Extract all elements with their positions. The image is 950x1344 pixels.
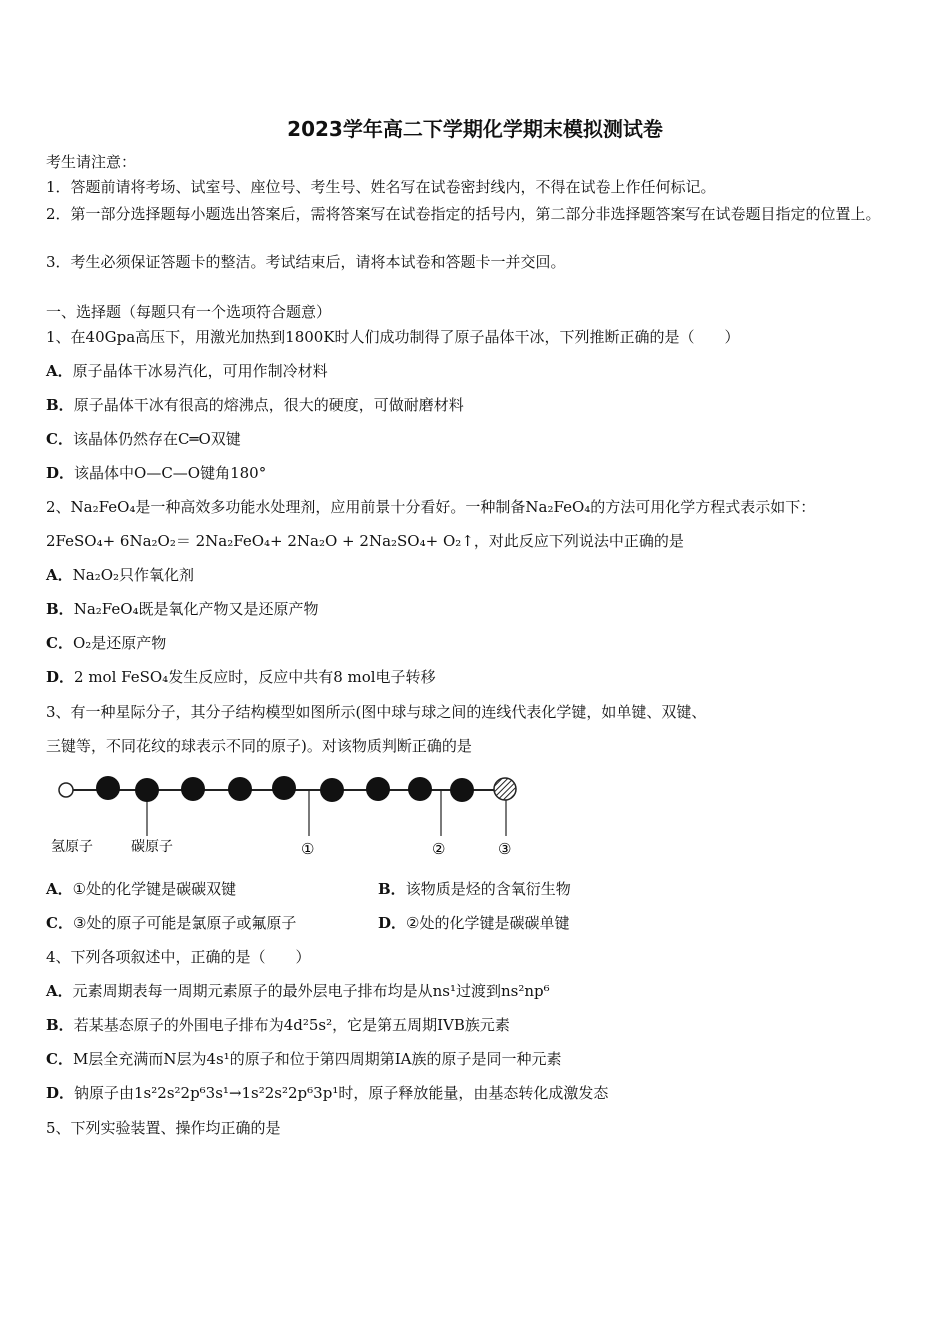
q5-stem: 5、下列实验装置、操作均正确的是 xyxy=(46,1119,281,1137)
notice-item-1: 1．答题前请将考场、试室号、座位号、考生号、姓名写在试卷密封线内，不得在试卷上作任何标记。 xyxy=(46,178,716,196)
option-text: 2 mol FeSO₄发生反应时，反应中共有8 mol电子转移 xyxy=(74,668,436,686)
q2-option-c xyxy=(46,633,166,653)
option-text: 钠原子由1s²2s²2p⁶3s¹→1s²2s²2p⁶3p¹时，原子释放能量，由基态转化成激发态 xyxy=(74,1084,609,1102)
q4-option-c xyxy=(46,1049,561,1069)
q4-option-d xyxy=(46,1083,608,1103)
exam-title: 2023学年高二下学期化学期末模拟测试卷 xyxy=(287,117,663,141)
carbon-atom xyxy=(181,777,205,801)
marker-2: ② xyxy=(432,840,446,858)
option-label: C． xyxy=(46,634,73,652)
carbon-label: 碳原子 xyxy=(131,839,173,855)
notice-item-3: 3．考生必须保证答题卡的整洁。考试结束后，请将本试卷和答题卡一并交回。 xyxy=(46,253,566,271)
option-label: D． xyxy=(46,668,75,686)
carbon-atom xyxy=(366,777,390,801)
option-text: Na₂O₂只作氧化剂 xyxy=(72,566,195,584)
option-text: ①处的化学键是碳碳双键 xyxy=(72,880,237,898)
hydrogen-label: 氢原子 xyxy=(51,839,93,855)
q3-option-a xyxy=(46,879,236,899)
notice-item-2: 2．第一部分选择题每小题选出答案后，需将答案写在试卷指定的括号内，第二部分非选择题答案写在试卷题目指定的位置上。 xyxy=(46,205,881,223)
q2-option-d xyxy=(46,667,436,687)
q3-option-c xyxy=(46,913,296,933)
option-label: C． xyxy=(46,430,73,448)
q4-stem: 4、下列各项叙述中，正确的是（ ） xyxy=(46,948,311,966)
option-text: 原子晶体干冰易汽化，可用作制冷材料 xyxy=(72,362,328,380)
option-label: D． xyxy=(378,914,407,932)
q1-stem: 1、在40Gpa高压下，用激光加热到1800K时人们成功制得了原子晶体干冰，下列推断正确的是（ ） xyxy=(46,328,740,346)
option-label: A． xyxy=(46,362,73,380)
carbon-atom xyxy=(135,778,159,802)
carbon-atom xyxy=(320,778,344,802)
q3-stem-line-1: 3、有一种星际分子，其分子结构模型如图所示(图中球与球之间的连线代表化学键，如单键、双键、 xyxy=(46,703,707,721)
option-label: B． xyxy=(46,1016,74,1034)
q2-option-b xyxy=(46,599,319,619)
q1-option-c xyxy=(46,429,241,449)
notice-heading: 考生请注意： xyxy=(46,153,137,171)
option-label: A． xyxy=(46,982,73,1000)
q2-stem: 2、Na₂FeO₄是一种高效多功能水处理剂，应用前景十分看好。一种制备Na₂FeO₄的方法可用化学方程式表示如下： xyxy=(46,498,816,516)
option-text: 该晶体仍然存在C═O双键 xyxy=(72,430,241,448)
q4-option-a xyxy=(46,981,550,1001)
section-heading: 一、选择题（每题只有一个选项符合题意） xyxy=(46,303,332,321)
q1-option-d xyxy=(46,463,266,483)
option-text: 原子晶体干冰有很高的熔沸点，很大的硬度，可做耐磨材料 xyxy=(73,396,464,414)
option-label: B． xyxy=(378,880,406,898)
option-label: A． xyxy=(46,566,73,584)
molecule-figure xyxy=(46,770,526,862)
option-label: A． xyxy=(46,880,73,898)
option-label: B． xyxy=(46,600,74,618)
q1-option-a xyxy=(46,361,328,381)
option-label: D． xyxy=(46,464,75,482)
q2-option-a xyxy=(46,565,194,585)
option-text: 元素周期表每一周期元素原子的最外层电子排布均是从ns¹过渡到ns²np⁶ xyxy=(72,982,550,1000)
marker-1: ① xyxy=(301,840,315,858)
option-text: 该晶体中O—C—O键角180° xyxy=(74,464,267,482)
option-text: M层全充满而N层为4s¹的原子和位于第四周期第ⅠA族的原子是同一种元素 xyxy=(72,1050,562,1068)
option-text: 若某基态原子的外围电子排布为4d²5s²，它是第五周期IVB族元素 xyxy=(73,1016,510,1034)
carbon-atom xyxy=(228,777,252,801)
option-text: O₂是还原产物 xyxy=(72,634,167,652)
option-text: Na₂FeO₄既是氧化产物又是还原产物 xyxy=(73,600,319,618)
hydrogen-atom xyxy=(59,783,73,797)
option-text: ③处的原子可能是氯原子或氟原子 xyxy=(72,914,297,932)
option-text: ②处的化学键是碳碳单键 xyxy=(406,914,570,932)
q3-stem-line-2: 三键等，不同花纹的球表示不同的原子)。对该物质判断正确的是 xyxy=(46,737,472,755)
q3-option-b xyxy=(378,879,571,899)
option-text: 该物质是烃的含氧衍生物 xyxy=(405,880,571,898)
option-label: B． xyxy=(46,396,74,414)
q4-option-b xyxy=(46,1015,510,1035)
carbon-atom xyxy=(272,776,296,800)
carbon-atom xyxy=(408,777,432,801)
q2-equation: 2FeSO₄+ 6Na₂O₂＝ 2Na₂FeO₄+ 2Na₂O + 2Na₂SO₄+ O₂↑，对此反应下列说法中正确的是 xyxy=(46,532,684,550)
option-label: D． xyxy=(46,1084,75,1102)
hatched-atom xyxy=(494,778,516,800)
q3-option-d xyxy=(378,913,569,933)
marker-3: ③ xyxy=(498,840,512,858)
option-label: C． xyxy=(46,914,73,932)
option-label: C． xyxy=(46,1050,73,1068)
q1-option-b xyxy=(46,395,464,415)
carbon-atom xyxy=(450,778,474,802)
carbon-atom xyxy=(96,776,120,800)
